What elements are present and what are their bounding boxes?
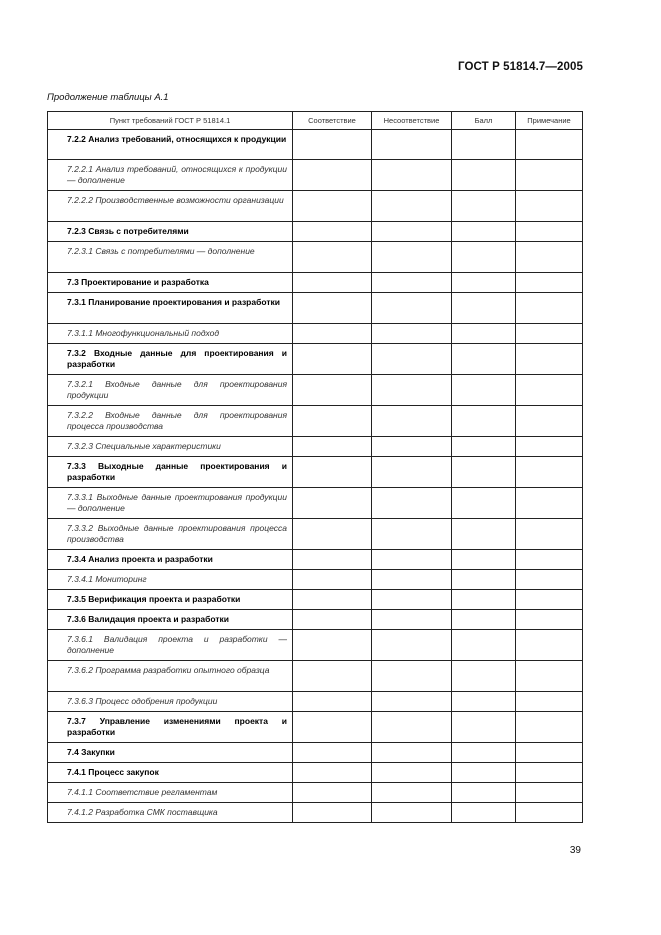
clause-cell: [48, 519, 293, 550]
compliance-cell[interactable]: [293, 550, 372, 570]
table-row: [48, 630, 583, 661]
noncompliance-cell[interactable]: [372, 743, 452, 763]
noncompliance-cell[interactable]: [372, 763, 452, 783]
score-cell[interactable]: [452, 324, 516, 344]
noncompliance-cell[interactable]: [372, 406, 452, 437]
noncompliance-cell[interactable]: [372, 630, 452, 661]
note-cell[interactable]: [516, 743, 583, 763]
note-cell[interactable]: [516, 610, 583, 630]
clause-text: 7.4.1.2 Разработка СМК поставщика: [67, 807, 218, 817]
noncompliance-cell[interactable]: [372, 488, 452, 519]
clause-cell: [48, 763, 293, 783]
noncompliance-cell[interactable]: [372, 783, 452, 803]
noncompliance-cell[interactable]: [372, 375, 452, 406]
clause-text: 7.3.3.1 Выходные данные проектирования продукции — дополнение: [67, 492, 287, 513]
compliance-cell[interactable]: [293, 590, 372, 610]
noncompliance-cell[interactable]: [372, 661, 452, 692]
score-cell[interactable]: [452, 242, 516, 273]
table-row: [48, 130, 583, 160]
compliance-cell[interactable]: [293, 783, 372, 803]
note-cell[interactable]: [516, 130, 583, 160]
noncompliance-cell[interactable]: [372, 293, 452, 324]
score-cell[interactable]: [452, 437, 516, 457]
note-cell[interactable]: [516, 324, 583, 344]
clause-text: 7.3.1.1 Многофункциональный подход: [67, 328, 220, 338]
noncompliance-cell[interactable]: [372, 191, 452, 222]
requirements-table: [47, 111, 583, 823]
compliance-cell[interactable]: [293, 457, 372, 488]
clause-text: 7.2.2.1 Анализ требований, относящихся к продукции — дополнение: [67, 164, 287, 185]
compliance-cell[interactable]: [293, 130, 372, 160]
note-cell[interactable]: [516, 273, 583, 293]
compliance-cell[interactable]: [293, 406, 372, 437]
table-row: [48, 661, 583, 692]
clause-cell: [48, 191, 293, 222]
noncompliance-cell[interactable]: [372, 590, 452, 610]
compliance-cell[interactable]: [293, 763, 372, 783]
compliance-cell[interactable]: [293, 692, 372, 712]
note-cell[interactable]: [516, 661, 583, 692]
page-number: 39: [569, 845, 581, 856]
score-cell[interactable]: [452, 293, 516, 324]
table-row: [48, 488, 583, 519]
clause-text: 7.2.2.2 Производственные возможности организации: [67, 195, 284, 205]
table-row: [48, 324, 583, 344]
score-cell[interactable]: [452, 743, 516, 763]
clause-text: 7.3.4.1 Мониторинг: [67, 574, 147, 584]
note-cell[interactable]: [516, 630, 583, 661]
compliance-cell[interactable]: [293, 375, 372, 406]
table-row: [48, 293, 583, 324]
noncompliance-cell[interactable]: [372, 437, 452, 457]
score-cell[interactable]: [452, 488, 516, 519]
table-row: [48, 590, 583, 610]
clause-cell: [48, 344, 293, 375]
table-row: [48, 743, 583, 763]
compliance-cell[interactable]: [293, 324, 372, 344]
noncompliance-cell[interactable]: [372, 610, 452, 630]
score-cell[interactable]: [452, 273, 516, 293]
note-cell[interactable]: [516, 293, 583, 324]
compliance-cell[interactable]: [293, 743, 372, 763]
column-header-noncompliance: Несоответствие: [372, 112, 452, 130]
table-row: [48, 570, 583, 590]
table-row: [48, 191, 583, 222]
note-cell[interactable]: [516, 803, 583, 823]
clause-text: 7.4.1 Процесс закупок: [67, 767, 159, 777]
table-row: [48, 610, 583, 630]
compliance-cell[interactable]: [293, 222, 372, 242]
table-row: [48, 803, 583, 823]
clause-text: 7.3.6.1 Валидация проекта и разработки — дополнение: [67, 634, 287, 655]
clause-text: 7.4 Закупки: [67, 747, 115, 757]
noncompliance-cell[interactable]: [372, 570, 452, 590]
score-cell[interactable]: [452, 692, 516, 712]
noncompliance-cell[interactable]: [372, 692, 452, 712]
table-caption: Продолжение таблицы А.1: [47, 92, 169, 103]
clause-cell: [48, 457, 293, 488]
note-cell[interactable]: [516, 712, 583, 743]
compliance-cell[interactable]: [293, 437, 372, 457]
table-row: [48, 160, 583, 191]
clause-cell: [48, 222, 293, 242]
compliance-cell[interactable]: [293, 242, 372, 273]
column-header-compliance: Соответствие: [293, 112, 372, 130]
note-cell[interactable]: [516, 570, 583, 590]
note-cell[interactable]: [516, 590, 583, 610]
clause-cell: [48, 570, 293, 590]
clause-text: 7.3.6.3 Процесс одобрения продукции: [67, 696, 218, 706]
score-cell[interactable]: [452, 763, 516, 783]
score-cell[interactable]: [452, 130, 516, 160]
table-row: [48, 344, 583, 375]
note-cell[interactable]: [516, 692, 583, 712]
noncompliance-cell[interactable]: [372, 273, 452, 293]
column-header-clause: Пункт требований ГОСТ Р 51814.1: [48, 112, 293, 130]
noncompliance-cell[interactable]: [372, 160, 452, 191]
note-cell[interactable]: [516, 191, 583, 222]
note-cell[interactable]: [516, 457, 583, 488]
clause-text: 7.3.6 Валидация проекта и разработки: [67, 614, 230, 624]
clause-text: 7.3.5 Верификация проекта и разработки: [67, 594, 241, 604]
clause-text: 7.3.7 Управление изменениями проекта и разработки: [67, 716, 287, 737]
score-cell[interactable]: [452, 783, 516, 803]
document-code: ГОСТ Р 51814.7—2005: [458, 61, 583, 73]
clause-text: 7.2.2 Анализ требований, относящихся к продукции: [67, 134, 287, 144]
clause-cell: [48, 273, 293, 293]
score-cell[interactable]: [452, 803, 516, 823]
table-row: [48, 550, 583, 570]
note-cell[interactable]: [516, 375, 583, 406]
clause-cell: [48, 406, 293, 437]
score-cell[interactable]: [452, 222, 516, 242]
clause-text: 7.3.3 Выходные данные проектирования и разработки: [67, 461, 287, 482]
table-row: [48, 375, 583, 406]
score-cell[interactable]: [452, 375, 516, 406]
clause-cell: [48, 375, 293, 406]
table-header-row: [48, 112, 583, 130]
compliance-cell[interactable]: [293, 610, 372, 630]
clause-cell: [48, 661, 293, 692]
table-row: [48, 763, 583, 783]
compliance-cell[interactable]: [293, 661, 372, 692]
note-cell[interactable]: [516, 222, 583, 242]
score-cell[interactable]: [452, 630, 516, 661]
compliance-cell[interactable]: [293, 712, 372, 743]
noncompliance-cell[interactable]: [372, 344, 452, 375]
table-row: [48, 406, 583, 437]
note-cell[interactable]: [516, 550, 583, 570]
compliance-cell[interactable]: [293, 273, 372, 293]
clause-cell: [48, 712, 293, 743]
clause-text: 7.3.4 Анализ проекта и разработки: [67, 554, 213, 564]
note-cell[interactable]: [516, 437, 583, 457]
note-cell[interactable]: [516, 519, 583, 550]
note-cell[interactable]: [516, 406, 583, 437]
clause-cell: [48, 610, 293, 630]
note-cell[interactable]: [516, 783, 583, 803]
score-cell[interactable]: [452, 344, 516, 375]
compliance-cell[interactable]: [293, 519, 372, 550]
noncompliance-cell[interactable]: [372, 712, 452, 743]
clause-text: 7.3.6.2 Программа разработки опытного образца: [67, 665, 270, 675]
clause-cell: [48, 324, 293, 344]
clause-text: 7.3.2.3 Специальные характеристики: [67, 441, 221, 451]
clause-cell: [48, 437, 293, 457]
compliance-cell[interactable]: [293, 803, 372, 823]
score-cell[interactable]: [452, 570, 516, 590]
table-row: [48, 222, 583, 242]
note-cell[interactable]: [516, 763, 583, 783]
table-row: [48, 783, 583, 803]
clause-cell: [48, 488, 293, 519]
score-cell[interactable]: [452, 519, 516, 550]
clause-cell: [48, 242, 293, 273]
clause-text: 7.3.3.2 Выходные данные проектирования процесса производства: [67, 523, 287, 544]
noncompliance-cell[interactable]: [372, 242, 452, 273]
clause-text: 7.2.3.1 Связь с потребителями — дополнение: [67, 246, 255, 256]
column-header-score: Балл: [452, 112, 516, 130]
clause-cell: [48, 590, 293, 610]
noncompliance-cell[interactable]: [372, 519, 452, 550]
noncompliance-cell[interactable]: [372, 457, 452, 488]
compliance-cell[interactable]: [293, 293, 372, 324]
compliance-cell[interactable]: [293, 488, 372, 519]
clause-text: 7.3.2.2 Входные данные для проектирования процесса производства: [67, 410, 287, 431]
clause-text: 7.2.3 Связь с потребителями: [67, 226, 189, 236]
score-cell[interactable]: [452, 550, 516, 570]
table-row: [48, 712, 583, 743]
noncompliance-cell[interactable]: [372, 324, 452, 344]
column-header-note: Примечание: [516, 112, 583, 130]
compliance-cell[interactable]: [293, 191, 372, 222]
clause-cell: [48, 130, 293, 160]
score-cell[interactable]: [452, 191, 516, 222]
clause-text: 7.4.1.1 Соответствие регламентам: [67, 787, 218, 797]
note-cell[interactable]: [516, 344, 583, 375]
score-cell[interactable]: [452, 590, 516, 610]
table-row: [48, 273, 583, 293]
table-row: [48, 437, 583, 457]
clause-cell: [48, 692, 293, 712]
clause-cell: [48, 630, 293, 661]
table-row: [48, 457, 583, 488]
compliance-cell[interactable]: [293, 630, 372, 661]
noncompliance-cell[interactable]: [372, 550, 452, 570]
score-cell[interactable]: [452, 160, 516, 191]
score-cell[interactable]: [452, 712, 516, 743]
clause-text: 7.3 Проектирование и разработка: [67, 277, 209, 287]
note-cell[interactable]: [516, 160, 583, 191]
noncompliance-cell[interactable]: [372, 130, 452, 160]
score-cell[interactable]: [452, 457, 516, 488]
table-row: [48, 519, 583, 550]
compliance-cell[interactable]: [293, 344, 372, 375]
compliance-cell[interactable]: [293, 160, 372, 191]
noncompliance-cell[interactable]: [372, 803, 452, 823]
score-cell[interactable]: [452, 661, 516, 692]
noncompliance-cell[interactable]: [372, 222, 452, 242]
clause-cell: [48, 160, 293, 191]
note-cell[interactable]: [516, 242, 583, 273]
clause-cell: [48, 550, 293, 570]
clause-cell: [48, 293, 293, 324]
clause-text: 7.3.2.1 Входные данные для проектирования продукции: [67, 379, 287, 400]
table-row: [48, 242, 583, 273]
score-cell[interactable]: [452, 406, 516, 437]
table-row: [48, 692, 583, 712]
note-cell[interactable]: [516, 488, 583, 519]
clause-text: 7.3.2 Входные данные для проектирования и разработки: [67, 348, 287, 369]
clause-cell: [48, 743, 293, 763]
clause-text: 7.3.1 Планирование проектирования и разработки: [67, 297, 280, 307]
clause-cell: [48, 783, 293, 803]
score-cell[interactable]: [452, 610, 516, 630]
clause-cell: [48, 803, 293, 823]
compliance-cell[interactable]: [293, 570, 372, 590]
